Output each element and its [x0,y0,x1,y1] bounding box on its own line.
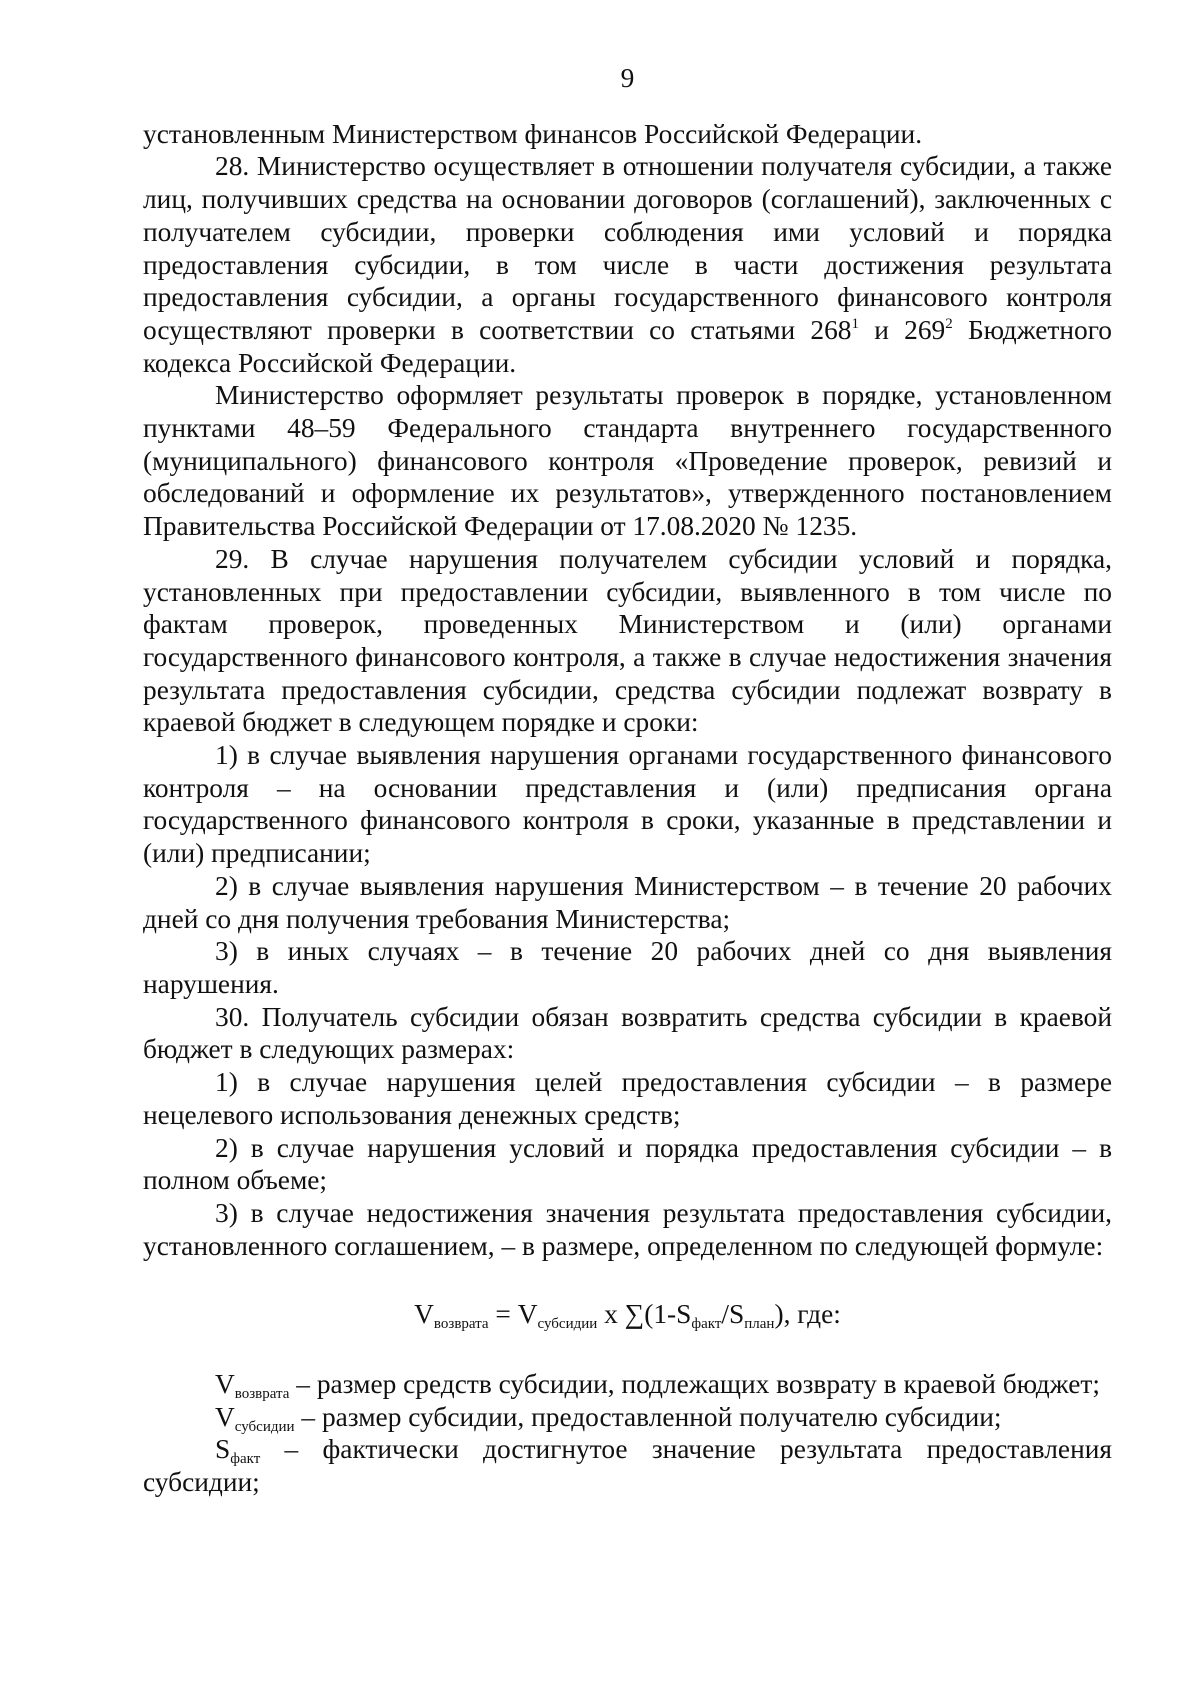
superscript-1: 1 [851,315,859,332]
paragraph-continuation: установленным Министерством финансов Российской Федерации. [143,118,923,149]
definition-subscript: возврата [234,1386,290,1403]
list-item-29-1: 1) в случае выявления нарушения органами государственного финансового контроля – на основании представления и (или) предписания органа государственного финансового контроля в сроки, указанные в представлении и (или) предписании; [143,740,1112,869]
page-number: 9 [620,63,635,93]
list-item-29-3: 3) в иных случаях – в течение 20 рабочих дней со дня выявления нарушения. [143,936,1112,999]
paragraph-28-text-c: Бюджетного кодекса Российской Федерации. [143,314,1112,378]
paragraph-30: 30. Получатель субсидии обязан возвратить средства субсидии в краевой бюджет в следующих размерах: [143,1001,1112,1065]
paragraph-29: 29. В случае нарушения получателем субсидии условий и порядка, установленных при предоставлении субсидии, выявленного в том числе по фактам проверок, проведенных Министерством и (или) органами государственного финансового контроля, а также в случае недостижения значения результата предоставления субсидии, средства субсидии подлежат возврату в краевой бюджет в следующем порядке и сроки: [143,543,1112,738]
definition-text: – размер субсидии, предоставленной получателю субсидии; [294,1401,1002,1432]
definition-v-return [143,1368,1112,1401]
formula-equals: = V [488,1299,538,1330]
definition-symbol: V [215,1369,235,1400]
definition-symbol: S [215,1434,231,1465]
formula-symbol-v: V [414,1299,434,1330]
formula-subscript-return: возврата [433,1316,489,1333]
list-item-29-2: 2) в случае выявления нарушения Министерством – в течение 20 рабочих дней со дня получения требования Министерства; [143,870,1112,934]
paragraph-results: Министерство оформляет результаты проверок в порядке, установленном пунктами 48–59 Федерального стандарта внутреннего государственного (муниципального) финансового контроля «Проведение проверок, ревизий и обследований и оформление их результатов», утвержденного постановлением Правительства Российской Федерации от 17.08.2020 № 1235. [143,380,1112,542]
definition-v-subsidy [143,1401,1112,1434]
definition-text: – размер средств субсидии, подлежащих возврату в краевой бюджет; [289,1369,1100,1400]
list-item-30-1: 1) в случае нарушения целей предоставления субсидии – в размере нецелевого использования денежных средств; [143,1067,1112,1130]
paragraph-28-text-b: и 269 [859,314,946,345]
formula-end: ), где: [774,1299,841,1330]
definition-text: – фактически достигнутое значение результата предоставления субсидии; [143,1434,1112,1498]
formula-divide: /S [721,1299,745,1330]
definition-subscript: субсидии [234,1418,295,1435]
definition-s-fact [143,1433,1112,1498]
list-item-30-2: 2) в случае нарушения условий и порядка предоставления субсидии – в полном объеме; [143,1132,1112,1196]
list-item-30-3: 3) в случае недостижения значения результата предоставления субсидии, установленного соглашением, – в размере, определенном по следующей формуле: [143,1197,1112,1261]
formula-subscript-plan: план [744,1316,775,1333]
formula [143,1298,1112,1331]
superscript-2: 2 [945,315,953,332]
definition-subscript: факт [230,1451,261,1468]
definition-symbol: V [215,1401,235,1432]
formula-sum: x ∑(1-S [597,1299,692,1330]
paragraph-28-text: 28. Министерство осуществляет в отношении получателя субсидии, а также лиц, получивших средства на основании договоров (соглашений), заключенных с получателем субсидии, проверки соблюдения ими условий и порядка предоставления субсидии, в том числе в части достижения результата предоставления субсидии, а органы государственного финансового контроля осуществляют проверки в соответствии со статьями 268 [143,151,1112,345]
formula-subscript-subsidy: субсидии [537,1316,598,1333]
paragraph-28 [143,150,1112,379]
formula-subscript-fact: факт [691,1316,722,1333]
